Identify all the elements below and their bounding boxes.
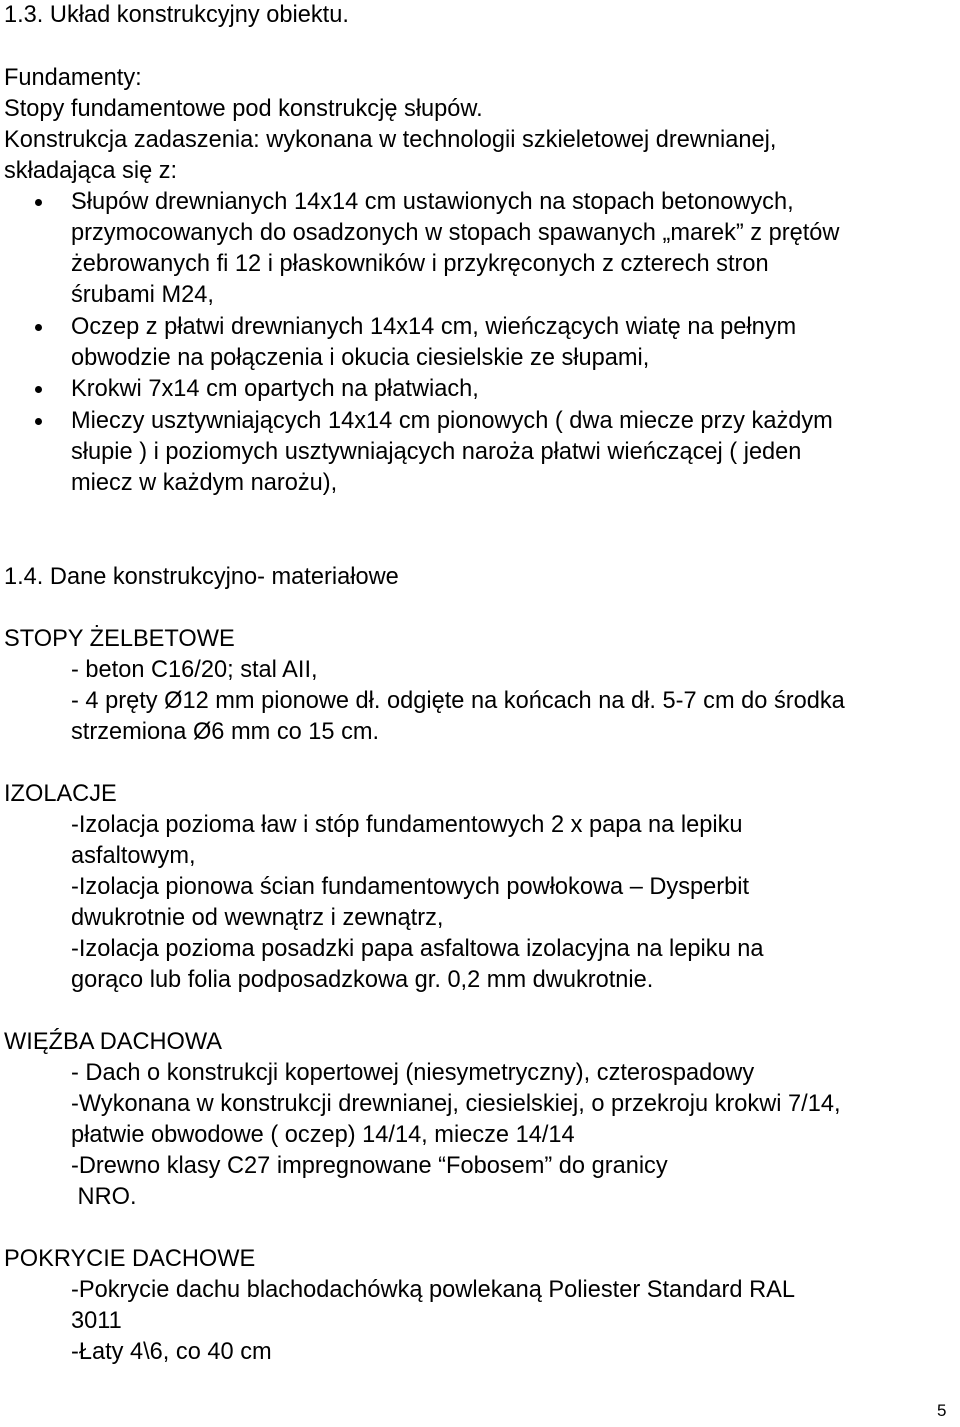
foundations-text: Stopy fundamentowe pod konstrukcję słupów. [4,96,483,122]
bullet-4-line: słupie ) i poziomych usztywniających naroża płatwi wieńczącej ( jeden [71,439,802,465]
bullet-3-line: Krokwi 7x14 cm opartych na płatwiach, [71,376,479,402]
stopy-line: strzemiona Ø6 mm co 15 cm. [71,719,380,745]
wiezba-line: - Dach o konstrukcji kopertowej (niesymetryczny), czterospadowy [71,1060,755,1086]
bullet-dot [35,324,42,331]
bullet-dot [35,199,42,206]
stopy-line: - 4 pręty Ø12 mm pionowe dł. odgięte na końcach na dł. 5-7 cm do środka [71,688,845,714]
pokrycie-title: POKRYCIE DACHOWE [4,1246,256,1272]
wiezba-title: WIĘŹBA DACHOWA [4,1029,223,1055]
wiezba-line: -Drewno klasy C27 impregnowane “Fobosem” do granicy [71,1153,668,1179]
izolacje-line: -Izolacja pionowa ścian fundamentowych powłokowa – Dysperbit [71,874,750,900]
stopy-title: STOPY ŻELBETOWE [4,626,235,652]
bullet-2-line: Oczep z płatwi drewnianych 14x14 cm, wieńczących wiatę na pełnym [71,314,797,340]
izolacje-line: -Izolacja pozioma posadzki papa asfaltowa izolacyjna na lepiku na [71,936,764,962]
pokrycie-line: -Pokrycie dachu blachodachówką powlekaną Poliester Standard RAL [71,1277,795,1303]
section-heading-1-3: 1.3. Układ konstrukcyjny obiektu. [4,2,349,28]
section-heading-1-4: 1.4. Dane konstrukcyjno- materiałowe [4,564,399,590]
bullet-2-line: obwodzie na połączenia i okucia ciesielskie ze słupami, [71,345,650,371]
izolacje-line: -Izolacja pozioma ław i stóp fundamentowych 2 x papa na lepiku [71,812,743,838]
wiezba-line: -Wykonana w konstrukcji drewnianej, ciesielskiej, o przekroju krokwi 7/14, [71,1091,841,1117]
wiezba-line: płatwie obwodowe ( oczep) 14/14, miecze 14/14 [71,1122,575,1148]
izolacje-line: gorąco lub folia podposadzkowa gr. 0,2 mm dwukrotnie. [71,967,654,993]
bullet-1-line: śrubami M24, [71,282,214,308]
roof-intro-line: składająca się z: [4,158,178,184]
bullet-1-line: przymocowanych do osadzonych w stopach spawanych „marek” z prętów [71,220,840,246]
roof-intro-line: Konstrukcja zadaszenia: wykonana w technologii szkieletowej drewnianej, [4,127,777,153]
bullet-1-line: żebrowanych fi 12 i płaskowników i przykręconych z czterech stron [71,251,769,277]
bullet-4-line: miecz w każdym narożu), [71,470,338,496]
stopy-line: - beton C16/20; stal AII, [71,657,318,683]
page-number: 5 [937,1401,947,1420]
bullet-4-line: Mieczy usztywniających 14x14 cm pionowych ( dwa miecze przy każdym [71,408,833,434]
bullet-dot [35,386,42,393]
pokrycie-line: 3011 [71,1308,122,1334]
bullet-1-line: Słupów drewnianych 14x14 cm ustawionych na stopach betonowych, [71,189,794,215]
izolacje-line: asfaltowym, [71,843,196,869]
foundations-label: Fundamenty: [4,65,142,91]
bullet-dot [35,418,42,425]
pokrycie-line: -Łaty 4\6, co 40 cm [71,1339,272,1365]
izolacje-line: dwukrotnie od wewnątrz i zewnątrz, [71,905,444,931]
wiezba-line: NRO. [71,1184,137,1210]
izolacje-title: IZOLACJE [4,781,117,807]
